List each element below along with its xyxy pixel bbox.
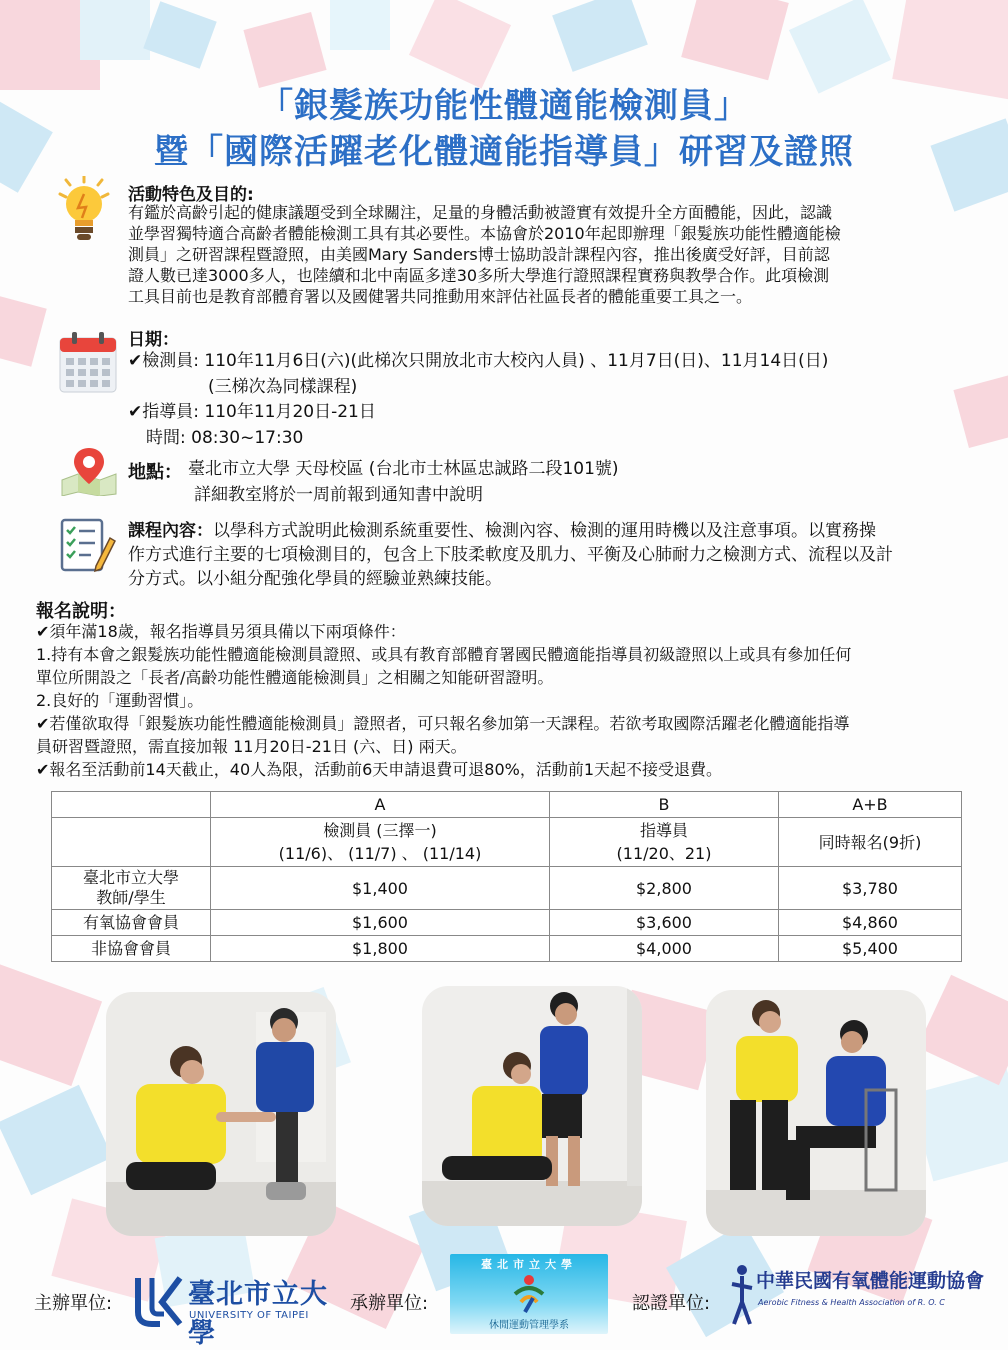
- dates-line3: ✔指導員: 110年11月20日-21日: [128, 402, 376, 422]
- lightbulb-icon: [56, 176, 112, 246]
- dept-runner-icon: [499, 1272, 559, 1316]
- table-cell: 有氧協會會員: [52, 910, 211, 936]
- course-heading: 課程內容：: [128, 521, 213, 541]
- association-logo-text: 中華民國有氧體能運動協會: [756, 1270, 985, 1292]
- features-body: [128, 202, 988, 307]
- table-cell: [52, 818, 211, 867]
- table-cell: $3,780: [779, 867, 962, 910]
- table-header-ab: A+B: [779, 792, 962, 818]
- registration-heading: 報名說明：: [36, 601, 126, 622]
- features-line: 工具目前也是教育部體育署以及國健署共同推動用來評估社區長者的體能重要工具之一。: [128, 287, 753, 306]
- photo-flexibility-test: [106, 992, 336, 1236]
- b-desc1: 指導員: [639, 821, 688, 840]
- course-line1: 以學科方式說明此檢測系統重要性、檢測內容、檢測的運用時機以及注意事項。以實務操: [213, 521, 876, 541]
- table-row: [52, 818, 962, 867]
- host-label: 主辦單位:: [34, 1293, 113, 1314]
- photo-shoulder-test: [706, 990, 926, 1236]
- registration-body: [36, 620, 976, 781]
- map-pin-icon: [58, 446, 120, 496]
- table-cell: $1,600: [211, 910, 550, 936]
- dates-line2: (三梯次為同樣課程): [208, 377, 358, 397]
- a-desc1: 檢測員 (三擇一): [323, 821, 437, 840]
- fee-table: [51, 791, 962, 962]
- row-name-line1: 臺北市立大學: [82, 868, 179, 887]
- page-title-line2: 暨「國際活躍老化體適能指導員」研習及證照: [154, 132, 854, 172]
- table-row: [52, 936, 962, 962]
- table-cell: 非協會會員: [52, 936, 211, 962]
- registration-line: 2.良好的「運動習慣」。: [36, 691, 204, 710]
- table-cell: $5,400: [779, 936, 962, 962]
- uot-mark-icon: [134, 1272, 184, 1328]
- table-row: [52, 867, 962, 910]
- course-line2: 作方式進行主要的七項檢測目的，包含上下肢柔軟度及肌力、平衡及心肺耐力之檢測方式、流程以及計: [128, 545, 893, 565]
- a-desc2: (11/6)、 (11/7) 、 (11/14): [278, 844, 482, 863]
- uot-logo-en: UNIVERSITY OF TAIPEI: [189, 1310, 309, 1321]
- row-name-line2: 教師/學生: [96, 888, 166, 907]
- dates-line1: ✔檢測員: 110年11月6日(六)(此梯次只開放北市大校內人員) 、11月7日(日)、11月14日(日): [128, 351, 829, 371]
- calendar-icon: [58, 330, 118, 394]
- association-figure-icon: [730, 1264, 754, 1326]
- location-note: 詳細教室將於一周前報到通知書中說明: [194, 485, 483, 505]
- features-line: 測員」之研習課程暨證照，由美國Mary Sanders博士協助設計課程內容，推出後廣受好評，目前認: [128, 245, 830, 264]
- table-cell: $4,000: [550, 936, 779, 962]
- course-block: [128, 519, 988, 543]
- location-heading: 地點：: [128, 462, 182, 483]
- features-heading: 活動特色及目的:: [128, 185, 254, 205]
- table-row: [52, 910, 962, 936]
- dept-logo-top-text: 臺北市立大學: [481, 1258, 577, 1271]
- table-header-a: A: [211, 792, 550, 818]
- page-title-line1: 「銀髮族功能性體適能檢測員」: [259, 86, 749, 126]
- location-address: 臺北市立大學 天母校區 (台北市士林區忠誠路二段101號): [188, 459, 619, 479]
- registration-line: ✔報名至活動前14天截止，40人為限，活動前6天申請退費可退80%，活動前1天起不接受退費。: [36, 760, 723, 779]
- table-cell: $1,400: [211, 867, 550, 910]
- certification-label: 認證單位:: [632, 1293, 711, 1314]
- features-line: 有鑑於高齡引起的健康議題受到全球關注，足量的身體活動被證實有效提升全方面體能，因此，認識: [128, 203, 833, 222]
- table-cell: $2,800: [550, 867, 779, 910]
- b-desc2: (11/20、21): [616, 844, 712, 863]
- checklist-icon: [58, 516, 116, 574]
- university-of-taipei-logo: [134, 1270, 334, 1349]
- dept-logo-bottom-text: 休閒運動管理學系: [489, 1320, 569, 1331]
- table-header-row: [52, 792, 962, 818]
- photo-balance-test: [422, 986, 642, 1226]
- table-cell: [211, 818, 550, 867]
- registration-line: 員研習暨證照，需直接加報 11月20日-21日 (六、日) 兩天。: [36, 737, 467, 756]
- aerobic-fitness-association-logo: [730, 1262, 985, 1330]
- registration-line: ✔若僅欲取得「銀髮族功能性體適能檢測員」證照者，可只報名參加第一天課程。若欲考取國際活躍老化體適能指導: [36, 714, 850, 733]
- ab-desc: 同時報名(9折): [779, 818, 962, 867]
- dates-time: 時間: 08:30~17:30: [146, 428, 304, 448]
- table-cell: $4,860: [779, 910, 962, 936]
- features-line: 並學習獨特適合高齡者體能檢測工具有其必要性。本協會於2010年起即辦理「銀髮族功能性體適能檢: [128, 224, 841, 243]
- table-header-b: B: [550, 792, 779, 818]
- organizer-label: 承辦單位:: [350, 1293, 429, 1314]
- registration-line: ✔須年滿18歲，報名指導員另須具備以下兩項條件：: [36, 622, 406, 641]
- dates-heading: 日期：: [128, 330, 179, 350]
- table-cell: $3,600: [550, 910, 779, 936]
- association-logo-en: Aerobic Fitness & Health Association of R. O. C: [758, 1298, 945, 1307]
- registration-line: 單位所開設之「長者/高齡功能性體適能檢測員」之相關之知能研習證明。: [36, 668, 554, 687]
- table-cell: [52, 867, 211, 910]
- uot-logo-text: 臺北市立大學: [188, 1279, 328, 1349]
- features-line: 證人數已達3000多人，也陸續和北中南區多達30多所大學進行證照課程實務與教學合作。此項檢測: [128, 266, 830, 285]
- registration-line: 1.持有本會之銀髮族功能性體適能檢測員證照、或具有教育部體育署國民體適能指導員初級證照以上或具有參加任何: [36, 645, 852, 664]
- course-line3: 分方式。以小組分配強化學員的經驗並熟練技能。: [128, 569, 502, 589]
- table-cell: [52, 792, 211, 818]
- table-cell: $1,800: [211, 936, 550, 962]
- leisure-sports-dept-logo: [450, 1254, 608, 1334]
- table-cell: [550, 818, 779, 867]
